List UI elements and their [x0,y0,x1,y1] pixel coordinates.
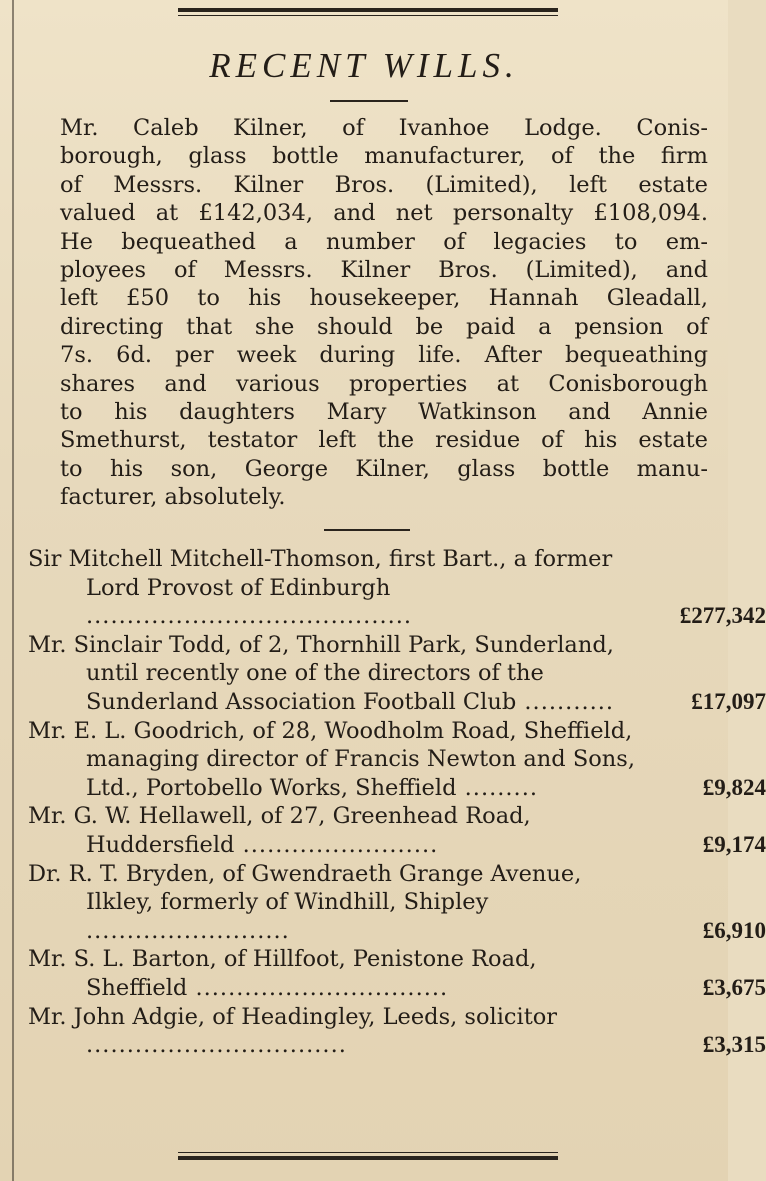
will-entry [28,802,766,859]
article-line: to his son, George Kilner, glass bottle manu- [60,455,708,482]
will-entry [28,945,766,1002]
article-line: of Messrs. Kilner Bros. (Limited), left estate [60,171,708,198]
article-line: left £50 to his housekeeper, Hannah Gleadall, [60,285,708,312]
article-line: 7s. 6d. per week during life. After bequeathing [60,342,708,369]
article-line: He bequeathed a number of legacies to em- [60,228,708,255]
top-double-rule [178,8,558,16]
leader-dots: ............................... [187,974,449,1001]
will-entry [28,717,766,803]
leader-dots: ........................ [234,831,439,858]
bottom-double-rule [178,1152,558,1160]
will-description: Mr. John Adgie, of Headingley, Leeds, solicitor [28,1003,558,1030]
will-description: Mr. E. L. Goodrich, of 28, Woodholm Road, Sheffield, managing director of Francis Newton and Sons, Ltd., Portobello Works, Sheffield [28,717,635,801]
article-line: Smethurst, testator left the residue of his estate [60,427,708,454]
leader-dots: ........................................ [86,603,413,630]
will-amount: £9,174 [702,831,766,857]
will-entry [28,1003,766,1060]
article-line: to his daughters Mary Watkinson and Annie [60,399,708,426]
article-line: ployees of Messrs. Kilner Bros. (Limited), and [60,257,708,284]
leader-dots: ......... [456,774,539,801]
will-entry [28,545,766,631]
headline-rule [330,100,408,102]
will-description: Sir Mitchell Mitchell-Thomson, first Bart., a former Lord Provost of Edinburgh [28,546,613,601]
headline: RECENT WILLS. [209,46,519,85]
will-amount: £6,910 [702,917,766,943]
leader-dots: ........... [516,688,615,715]
will-amount: £3,675 [702,974,766,1000]
column-edge-line [12,0,14,1181]
leader-dots: ................................ [86,1032,347,1059]
article-line: facturer, absolutely. [60,484,286,511]
leader-dots: ......................... [86,917,290,944]
will-entry [28,860,766,946]
article-line: directing that she should be paid a pension of [60,313,708,340]
article-line: valued at £142,034, and net personalty £108,094. [60,200,708,227]
article-line: borough, glass bottle manufacturer, of the firm [60,143,708,170]
will-description: Mr. G. W. Hellawell, of 27, Greenhead Road, Huddersfield [28,803,531,858]
will-description: Dr. R. T. Bryden, of Gwendraeth Grange Avenue, Ilkley, formerly of Windhill, Shipley [28,860,582,916]
will-amount: £17,097 [691,688,766,714]
wills-list [28,545,766,1060]
will-amount: £3,315 [702,1032,766,1058]
article-line: shares and various properties at Conisborough [60,370,708,397]
will-entry [28,631,766,717]
will-description: Mr. Sinclair Todd, of 2, Thornhill Park, Sunderland, until recently one of the directors of the Sunderland Association Football Club [28,631,614,715]
will-description: Mr. S. L. Barton, of Hillfoot, Penistone Road, Sheffield [28,946,537,1001]
article-line: Mr. Caleb Kilner, of Ivanhoe Lodge. Conis- [60,115,708,141]
kilner-article [28,114,708,512]
will-amount: £9,824 [702,774,766,800]
section-rule [324,529,410,531]
will-amount: £277,342 [679,603,766,629]
